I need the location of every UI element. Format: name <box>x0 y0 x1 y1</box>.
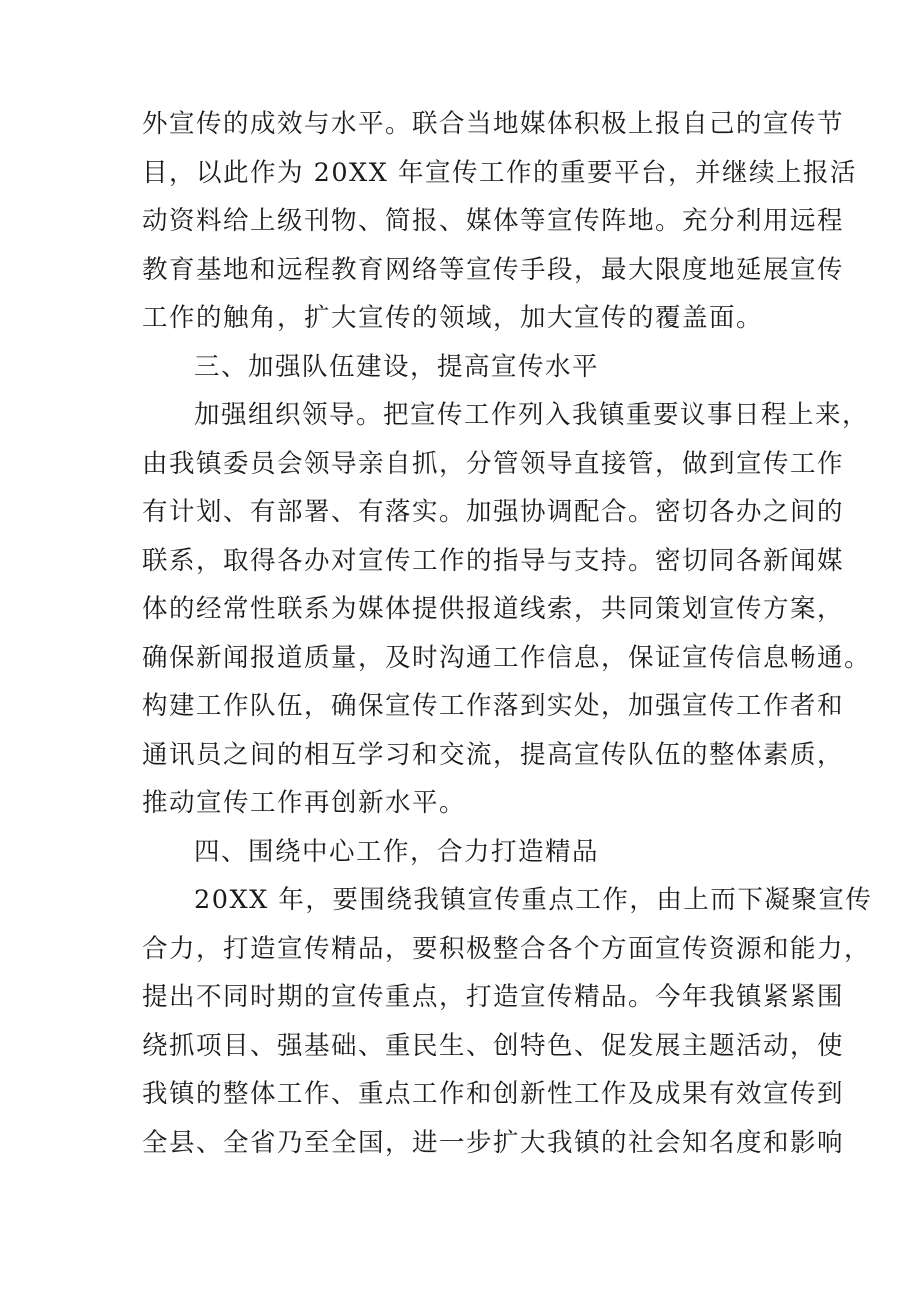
text-line: 有计划、有部署、有落实。加强协调配合。密切各办之间的 <box>142 497 845 527</box>
text-line: 联系，取得各办对宣传工作的指导与支持。密切同各新闻媒 <box>142 545 845 576</box>
document-body <box>142 100 873 1167</box>
text-line: 通讯员之间的相互学习和交流，提高宣传队伍的整体素质， <box>142 739 845 770</box>
text-line: 确保新闻报道质量，及时沟通工作信息，保证宣传信息畅通。 <box>142 642 872 673</box>
paragraph-first-line: 加强组织领导。把宣传工作列入我镇重要议事日程上来， <box>194 400 870 430</box>
text-line: 体的经常性联系为媒体提供报道线索，共同策划宣传方案， <box>142 594 845 624</box>
paragraph-first-line: 20XX 年，要围绕我镇宣传重点工作，由上而下凝聚宣传 <box>194 885 873 915</box>
section-heading: 四、围绕中心工作，合力打造精品 <box>194 836 600 867</box>
text-line: 合力，打造宣传精品，要积极整合各个方面宣传资源和能力， <box>142 933 872 964</box>
text-line: 工作的触角，扩大宣传的领域，加大宣传的覆盖面。 <box>142 303 764 333</box>
text-line: 绕抓项目、强基础、重民生、创特色、促发展主题活动，使 <box>142 1030 845 1061</box>
text-line: 我镇的整体工作、重点工作和创新性工作及成果有效宣传到 <box>142 1079 845 1109</box>
text-line: 外宣传的成效与水平。联合当地媒体积极上报自己的宣传节 <box>142 109 845 139</box>
text-line: 构建工作队伍，确保宣传工作落到实处，加强宣传工作者和 <box>142 691 845 721</box>
text-line: 推动宣传工作再创新水平。 <box>142 788 467 818</box>
text-line: 动资料给上级刊物、简报、媒体等宣传阵地。充分利用远程 <box>142 206 845 236</box>
section-heading: 三、加强队伍建设，提高宣传水平 <box>194 351 600 382</box>
text-line: 全县、全省乃至全国，进一步扩大我镇的社会知名度和影响 <box>142 1127 845 1158</box>
text-line: 由我镇委员会领导亲自抓，分管领导直接管，做到宣传工作 <box>142 448 845 479</box>
text-line: 目，以此作为 20XX 年宣传工作的重要平台，并继续上报活 <box>142 157 857 188</box>
text-line: 教育基地和远程教育网络等宣传手段，最大限度地延展宣传 <box>142 254 845 285</box>
text-line: 提出不同时期的宣传重点，打造宣传精品。今年我镇紧紧围 <box>142 982 845 1012</box>
